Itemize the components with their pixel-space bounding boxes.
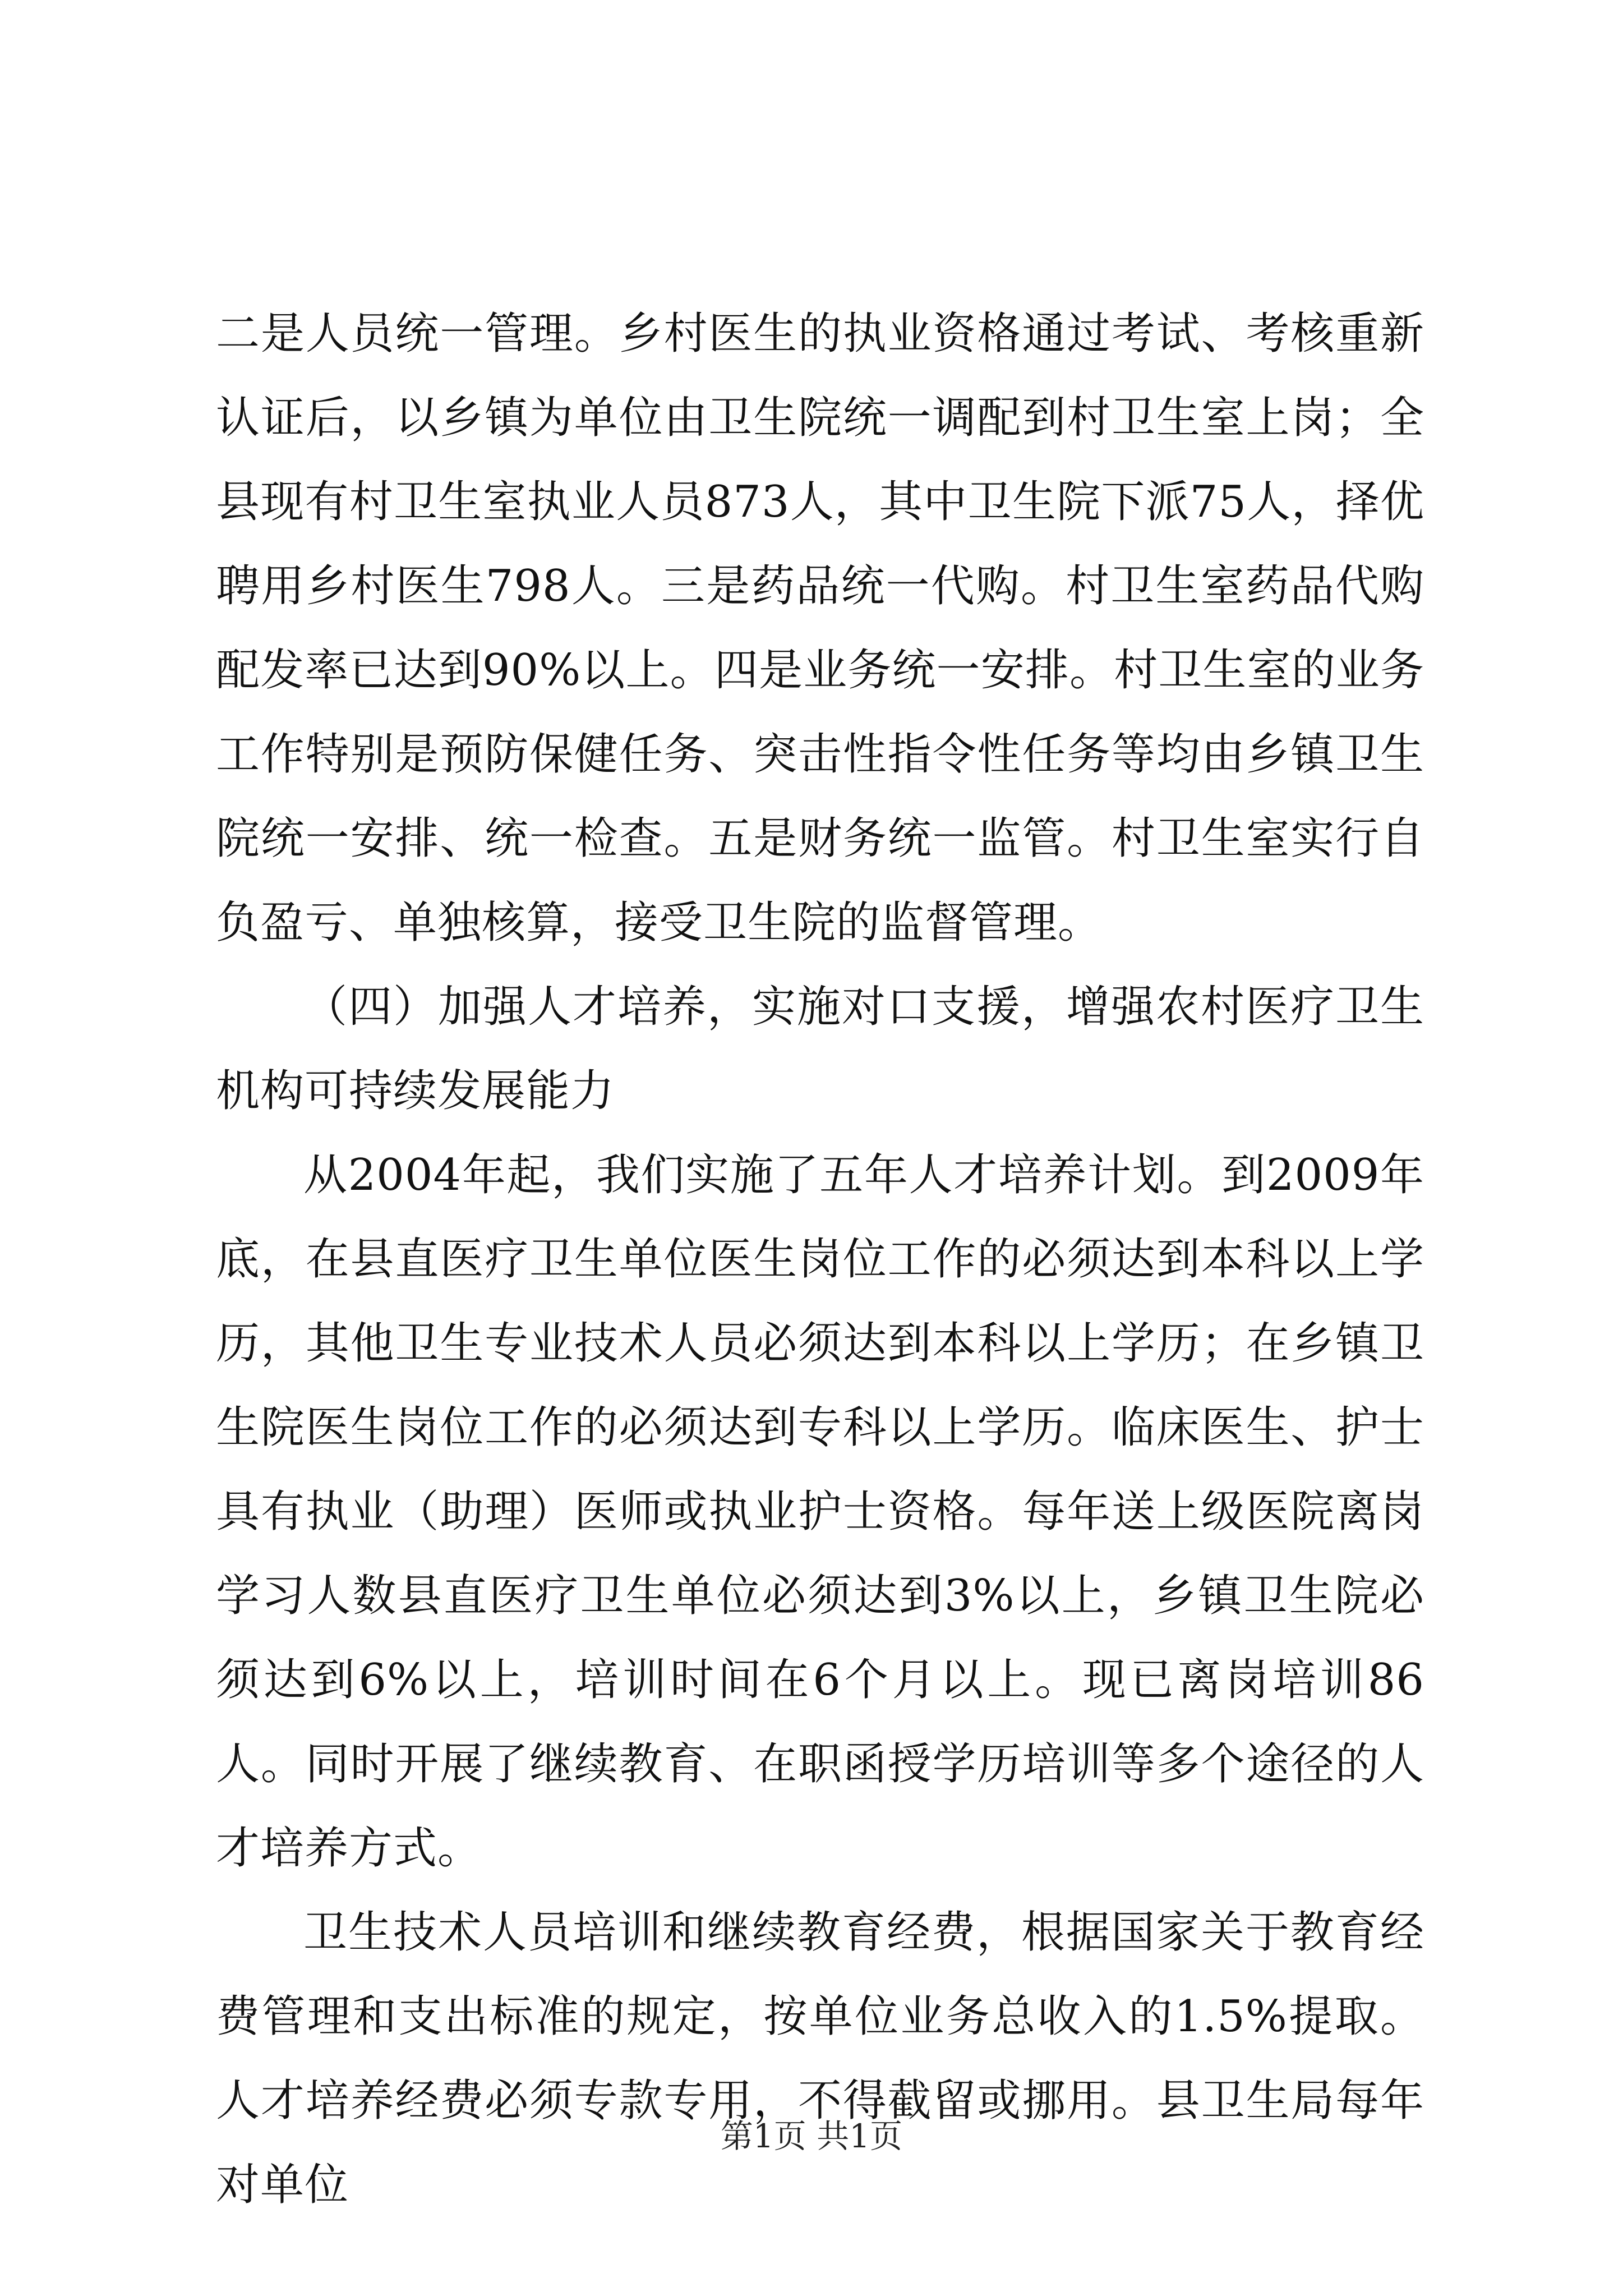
document-body: [216, 292, 1424, 2227]
page-number-footer: 第1页 共1页: [720, 2117, 903, 2155]
paragraph-five-year-plan: 从2004年起，我们实施了五年人才培养计划。到2009年底，在县直医疗卫生单位医生岗位工作的必须达到本科以上学历，其他卫生专业技术人员必须达到本科以上学历；在乡镇卫生院医生岗位工作的必须达到专科以上学历。临床医生、护士具有执业（助理）医师或执业护士资格。每年送上级医院离岗学习人数县直医疗卫生单位必须达到3%以上，乡镇卫生院必须达到6%以上，培训时间在6个月以上。现已离岗培训86人。同时开展了继续教育、在职函授学历培训等多个途径的人才培养方式。: [216, 1150, 1424, 1874]
paragraph-unified-management: 二是人员统一管理。乡村医生的执业资格通过考试、考核重新认证后，以乡镇为单位由卫生院统一调配到村卫生室上岗；全县现有村卫生室执业人员873人，其中卫生院下派75人，择优聘用乡村医生798人。三是药品统一代购。村卫生室药品代购配发率已达到90%以上。四是业务统一安排。村卫生室的业务工作特别是预防保健任务、突击性指令性任务等均由乡镇卫生院统一安排、统一检查。五是财务统一监管。村卫生室实行自负盈亏、单独核算，接受卫生院的监督管理。: [216, 309, 1424, 948]
section-heading-talent-training: （四）加强人才培养，实施对口支援，增强农村医疗卫生机构可持续发展能力: [216, 982, 1424, 1116]
paragraph-training-funds: 卫生技术人员培训和继续教育经费，根据国家关于教育经费管理和支出标准的规定，按单位业务总收入的1.5%提取。人才培养经费必须专款专用，不得截留或挪用。县卫生局每年对单位: [216, 1907, 1424, 2210]
